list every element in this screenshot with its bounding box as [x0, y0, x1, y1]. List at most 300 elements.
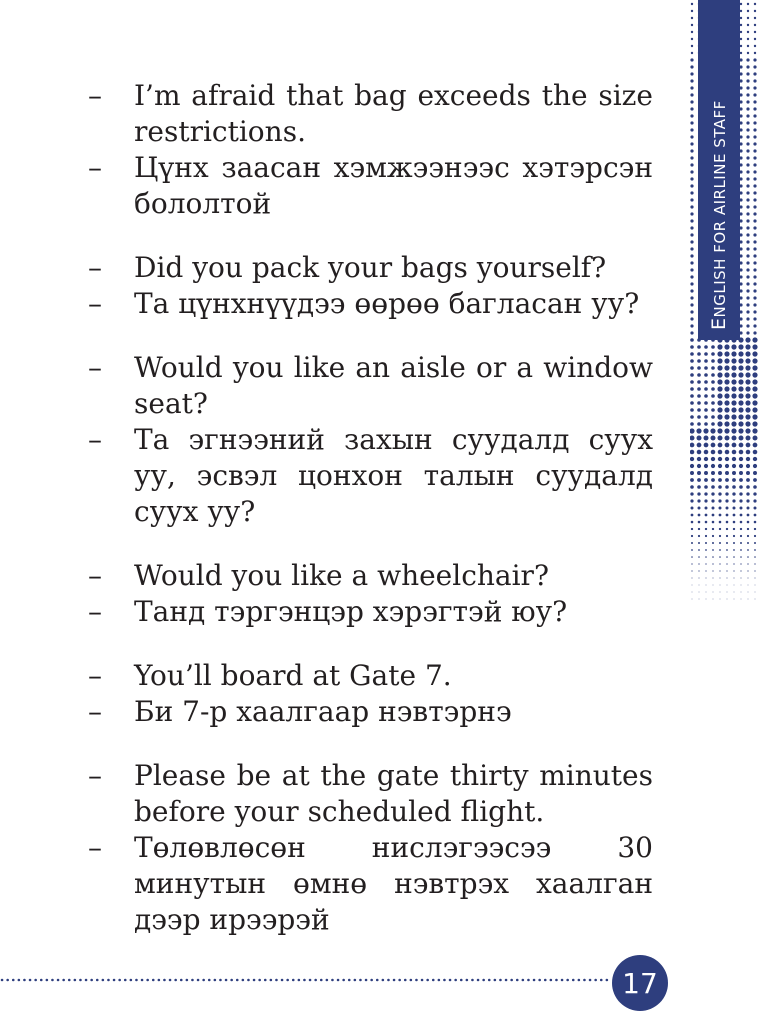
bullet-dash: –: [88, 659, 102, 692]
halftone-dot: [690, 436, 694, 441]
halftone-dot: [754, 563, 755, 564]
phrase-english: [88, 350, 653, 422]
halftone-dot: [690, 310, 693, 313]
halftone-dot: [690, 338, 694, 342]
halftone-dot: [740, 24, 742, 26]
halftone-dot: [748, 599, 749, 600]
halftone-dot: [746, 149, 749, 152]
halftone-dot: [734, 592, 735, 593]
halftone-dot: [711, 359, 715, 363]
halftone-dot: [717, 358, 722, 363]
halftone-dot: [699, 599, 700, 600]
halftone-dot: [754, 535, 756, 537]
halftone-dot: [738, 379, 743, 384]
halftone-dot: [690, 170, 693, 173]
halftone-dot: [697, 457, 701, 461]
halftone-dot: [753, 191, 756, 194]
halftone-dot: [690, 212, 693, 215]
halftone-dot: [753, 142, 756, 145]
halftone-dot: [691, 528, 693, 530]
halftone-dot: [746, 79, 749, 82]
halftone-dot: [720, 585, 721, 586]
halftone-dot: [747, 556, 749, 558]
halftone-dot: [739, 485, 743, 489]
halftone-dot: [711, 387, 715, 391]
halftone-dot: [717, 344, 722, 349]
halftone-dot: [690, 289, 693, 292]
halftone-dot: [690, 128, 693, 131]
halftone-dot: [691, 514, 694, 517]
halftone-dot: [753, 156, 756, 159]
halftone-dot: [746, 492, 749, 495]
halftone-dot: [733, 521, 736, 524]
halftone-dot: [726, 514, 729, 517]
halftone-dot: [713, 585, 714, 586]
halftone-dot: [745, 386, 750, 391]
halftone-dot: [746, 93, 749, 96]
halftone-dot: [697, 450, 702, 455]
halftone-dot: [746, 436, 751, 441]
halftone-dot: [725, 478, 729, 482]
halftone-dot: [711, 352, 715, 356]
halftone-dot: [740, 542, 742, 544]
halftone-dot: [718, 471, 722, 475]
phrase-text: You’ll board at Gate 7.: [134, 659, 452, 692]
halftone-dot: [712, 556, 714, 558]
phrase-text: Та цүнхнүүдээ өөрөө багласан уу?: [134, 287, 640, 320]
halftone-dot: [746, 114, 749, 117]
halftone-dot: [752, 337, 757, 342]
halftone-dot: [697, 366, 701, 370]
halftone-dot: [753, 436, 758, 441]
halftone-dot: [697, 478, 701, 482]
halftone-dot: [725, 443, 730, 448]
halftone-dot: [755, 592, 756, 593]
halftone-dot: [690, 296, 693, 299]
halftone-dot: [725, 492, 728, 495]
halftone-dot: [746, 275, 749, 278]
halftone-dot: [704, 380, 708, 384]
halftone-dot: [718, 499, 721, 502]
halftone-dot: [746, 100, 749, 103]
halftone-dot: [690, 394, 694, 398]
halftone-dot: [741, 578, 742, 579]
halftone-dot: [717, 372, 722, 377]
halftone-dot: [753, 457, 757, 461]
halftone-dot: [726, 556, 728, 558]
halftone-dot: [697, 415, 701, 419]
halftone-dot: [746, 443, 751, 448]
halftone-dot: [704, 415, 708, 419]
halftone-dot: [692, 585, 693, 586]
halftone-dot: [739, 478, 743, 482]
halftone-dot: [747, 563, 748, 564]
halftone-dot: [738, 400, 743, 405]
halftone-dot: [752, 372, 757, 377]
halftone-dot: [692, 578, 693, 579]
phrase-text: Please be at the gate thirty minutes before your scheduled flight.: [134, 759, 653, 828]
halftone-dot: [746, 184, 749, 187]
halftone-dot: [746, 72, 749, 75]
halftone-dot: [704, 366, 708, 370]
halftone-dot: [731, 400, 736, 405]
halftone-dot: [740, 31, 742, 33]
halftone-dot: [691, 24, 693, 26]
halftone-dot: [712, 521, 715, 524]
halftone-dot: [745, 400, 750, 405]
halftone-dot: [753, 58, 756, 61]
halftone-dot: [739, 443, 744, 448]
halftone-dot: [699, 585, 700, 586]
halftone-dot: [717, 428, 722, 433]
halftone-dot: [720, 592, 721, 593]
halftone-dot: [752, 421, 757, 426]
halftone-dot: [697, 471, 701, 475]
halftone-dot: [712, 528, 714, 530]
halftone-dot: [753, 170, 756, 173]
halftone-dot: [711, 345, 715, 349]
halftone-dot: [698, 535, 700, 537]
halftone-dot: [692, 592, 693, 593]
halftone-dot: [754, 556, 756, 558]
halftone-dot: [690, 142, 693, 145]
halftone-dot: [690, 156, 693, 159]
halftone-dot: [705, 549, 707, 551]
halftone-dot: [740, 514, 743, 517]
halftone-dot: [753, 261, 756, 264]
halftone-dot: [752, 407, 757, 412]
halftone-dot: [705, 556, 707, 558]
halftone-dot: [704, 359, 708, 363]
halftone-dot: [753, 128, 756, 131]
halftone-dot: [725, 464, 729, 468]
halftone-dot: [690, 345, 694, 349]
halftone-dot: [697, 394, 701, 398]
halftone-dot: [745, 344, 750, 349]
halftone-dot: [697, 485, 701, 489]
halftone-dot: [711, 415, 715, 419]
halftone-dot: [754, 17, 756, 19]
halftone-dot: [705, 528, 707, 530]
halftone-dot: [753, 177, 756, 180]
halftone-dot: [740, 507, 743, 510]
halftone-dot: [696, 428, 701, 433]
halftone-dot: [690, 149, 693, 152]
halftone-dot: [734, 585, 735, 586]
halftone-dot: [724, 365, 729, 370]
page-number: 17: [622, 966, 658, 1000]
halftone-dot: [740, 17, 742, 19]
halftone-dot: [755, 599, 756, 600]
halftone-dot: [718, 464, 722, 468]
halftone-dot: [746, 282, 749, 285]
halftone-dot: [733, 535, 735, 537]
halftone-dot: [725, 485, 729, 489]
halftone-dot: [745, 428, 750, 433]
halftone-dot: [704, 401, 708, 405]
halftone-dot: [753, 254, 756, 257]
halftone-dot: [690, 450, 694, 455]
halftone-dot: [747, 10, 749, 12]
halftone-dot: [690, 254, 693, 257]
halftone-dot: [698, 563, 699, 564]
halftone-dot: [752, 428, 757, 433]
halftone-dot: [753, 485, 757, 489]
halftone-dot: [747, 514, 750, 517]
halftone-dot: [698, 570, 699, 571]
halftone-dot: [690, 401, 694, 405]
halftone-dot: [704, 443, 709, 448]
halftone-dot: [691, 10, 693, 12]
halftone-dot: [732, 492, 735, 495]
halftone-dot: [690, 457, 694, 461]
halftone-dot: [747, 542, 749, 544]
halftone-dot: [717, 365, 722, 370]
phrase-text: Танд тэргэнцэр хэрэгтэй юу?: [134, 595, 568, 628]
halftone-dot: [753, 240, 756, 243]
phrase-text: Цүнх заасан хэмжээнээс хэтэрсэн бололтой: [134, 151, 653, 220]
halftone-dot: [711, 478, 715, 482]
halftone-dot: [752, 393, 757, 398]
halftone-dot: [691, 556, 693, 558]
halftone-dot: [691, 38, 693, 40]
halftone-dot: [733, 528, 735, 530]
halftone-dot: [746, 86, 749, 89]
halftone-dot: [705, 521, 708, 524]
halftone-dot: [746, 212, 749, 215]
halftone-dot: [690, 65, 693, 68]
halftone-dot: [746, 226, 749, 229]
halftone-dot: [752, 386, 757, 391]
halftone-dot: [704, 485, 708, 489]
halftone-dot: [690, 443, 694, 448]
halftone-dot: [690, 359, 694, 363]
halftone-dot: [753, 247, 756, 250]
halftone-dot: [741, 592, 742, 593]
halftone-dot: [717, 386, 722, 391]
halftone-dot: [753, 86, 756, 89]
bullet-dash: –: [88, 595, 102, 628]
halftone-dot: [717, 407, 722, 412]
halftone-dot: [739, 450, 744, 455]
halftone-dot: [711, 422, 715, 426]
halftone-dot: [746, 457, 750, 461]
halftone-dot: [746, 191, 749, 194]
halftone-dot: [746, 240, 749, 243]
halftone-dot: [724, 379, 729, 384]
halftone-dot: [697, 436, 702, 441]
halftone-dot: [754, 31, 756, 33]
halftone-dot: [690, 261, 693, 264]
side-title-initial: E: [708, 317, 730, 330]
halftone-dot: [705, 514, 708, 517]
halftone-dot: [746, 205, 749, 208]
halftone-dot: [733, 542, 735, 544]
halftone-dot: [731, 344, 736, 349]
halftone-dot: [739, 492, 742, 495]
halftone-dot: [717, 351, 722, 356]
halftone-dot: [754, 45, 756, 47]
bullet-dash: –: [88, 559, 102, 592]
halftone-dot: [690, 380, 694, 384]
bullet-dash: –: [88, 831, 102, 864]
halftone-dot: [706, 578, 707, 579]
halftone-dot: [747, 528, 749, 530]
halftone-dot: [741, 585, 742, 586]
halftone-dot: [747, 549, 749, 551]
halftone-dot: [712, 570, 713, 571]
halftone-dot: [704, 422, 708, 426]
halftone-dot: [719, 570, 720, 571]
bullet-dash: –: [88, 251, 102, 284]
halftone-dot: [690, 387, 694, 391]
halftone-dot: [740, 3, 742, 5]
halftone-dot: [712, 535, 714, 537]
halftone-dot: [733, 570, 734, 571]
halftone-dot: [705, 563, 706, 564]
halftone-dot: [717, 400, 722, 405]
halftone-dot: [746, 268, 749, 271]
halftone-dot: [753, 79, 756, 82]
halftone-dot: [753, 184, 756, 187]
halftone-dot: [690, 205, 693, 208]
side-title-rest: NGLISH FOR AIRLINE STAFF: [711, 100, 729, 318]
halftone-dot: [720, 578, 721, 579]
halftone-dot: [711, 380, 715, 384]
halftone-dot: [705, 570, 706, 571]
halftone-dot: [747, 24, 749, 26]
halftone-dot: [746, 142, 749, 145]
halftone-dot: [725, 499, 728, 502]
halftone-dot: [731, 393, 736, 398]
halftone-dot: [691, 570, 692, 571]
halftone-dot: [691, 17, 693, 19]
halftone-dot: [754, 542, 756, 544]
halftone-dot: [739, 457, 743, 461]
halftone-dot: [727, 599, 728, 600]
halftone-dot: [746, 499, 749, 502]
halftone-dot: [748, 578, 749, 579]
halftone-dot: [690, 184, 693, 187]
halftone-dot: [753, 282, 756, 285]
halftone-dot: [732, 443, 737, 448]
halftone-dot: [746, 254, 749, 257]
halftone-dot: [691, 507, 694, 510]
halftone-dot: [740, 549, 742, 551]
halftone-dot: [746, 331, 749, 334]
halftone-dot: [690, 79, 693, 82]
halftone-dot: [719, 542, 721, 544]
halftone-dot: [697, 359, 701, 363]
halftone-dot: [745, 358, 750, 363]
halftone-dot: [711, 436, 716, 441]
halftone-dot: [699, 578, 700, 579]
halftone-dot: [740, 38, 742, 40]
halftone-dot: [738, 365, 743, 370]
halftone-dot: [719, 556, 721, 558]
halftone-dot: [731, 372, 736, 377]
bullet-dash: –: [88, 287, 102, 320]
halftone-dot: [690, 282, 693, 285]
halftone-dot: [697, 373, 701, 377]
halftone-dot: [690, 107, 693, 110]
halftone-dot: [752, 400, 757, 405]
phrase-english: [88, 250, 653, 286]
halftone-dot: [691, 45, 693, 47]
halftone-dot: [731, 365, 736, 370]
halftone-dot: [690, 471, 694, 475]
halftone-dot: [732, 471, 736, 475]
halftone-dot: [753, 233, 756, 236]
halftone-dot: [719, 549, 721, 551]
halftone-dot: [740, 535, 742, 537]
halftone-dot: [754, 528, 756, 530]
halftone-dot: [724, 407, 729, 412]
phrase-english: [88, 658, 653, 694]
halftone-dot: [697, 443, 702, 448]
phrase-mongolian: [88, 594, 653, 630]
halftone-dot: [724, 400, 729, 405]
halftone-dot: [747, 38, 749, 40]
bullet-dash: –: [88, 695, 102, 728]
halftone-dot: [738, 407, 743, 412]
halftone-dot: [754, 10, 756, 12]
halftone-dot: [690, 191, 693, 194]
halftone-dot: [711, 443, 716, 448]
halftone-dot: [746, 65, 749, 68]
halftone-dot: [747, 507, 750, 510]
halftone-dot: [711, 485, 715, 489]
halftone-dot: [738, 344, 743, 349]
footer-dotted-rule: [0, 978, 610, 982]
halftone-dot: [697, 492, 700, 495]
halftone-dot: [690, 177, 693, 180]
halftone-dot: [746, 485, 750, 489]
halftone-dot: [711, 366, 715, 370]
halftone-dot: [698, 542, 700, 544]
halftone-dot: [753, 443, 758, 448]
halftone-dot: [713, 599, 714, 600]
halftone-dot: [747, 52, 749, 54]
halftone-dot: [731, 351, 736, 356]
halftone-dot: [711, 394, 715, 398]
halftone-dot: [690, 352, 694, 356]
halftone-dot: [717, 414, 722, 419]
halftone-dot: [718, 450, 723, 455]
halftone-dot: [697, 345, 701, 349]
halftone-dot: [697, 401, 701, 405]
halftone-dot: [753, 450, 758, 455]
halftone-dot: [752, 358, 757, 363]
halftone-dot: [740, 10, 742, 12]
halftone-dot: [690, 121, 693, 124]
halftone-dot: [713, 592, 714, 593]
halftone-dot: [746, 198, 749, 201]
halftone-dot: [697, 408, 701, 412]
halftone-dot: [690, 58, 693, 61]
halftone-dot: [746, 471, 750, 475]
halftone-dot: [747, 570, 748, 571]
halftone-dot: [712, 542, 714, 544]
halftone-dot: [740, 52, 742, 54]
halftone-dot: [691, 31, 693, 33]
halftone-dot: [746, 261, 749, 264]
halftone-dot: [754, 52, 756, 54]
halftone-dot: [753, 114, 756, 117]
halftone-dot: [753, 275, 756, 278]
phrase-mongolian: [88, 422, 653, 530]
halftone-dot: [746, 128, 749, 131]
